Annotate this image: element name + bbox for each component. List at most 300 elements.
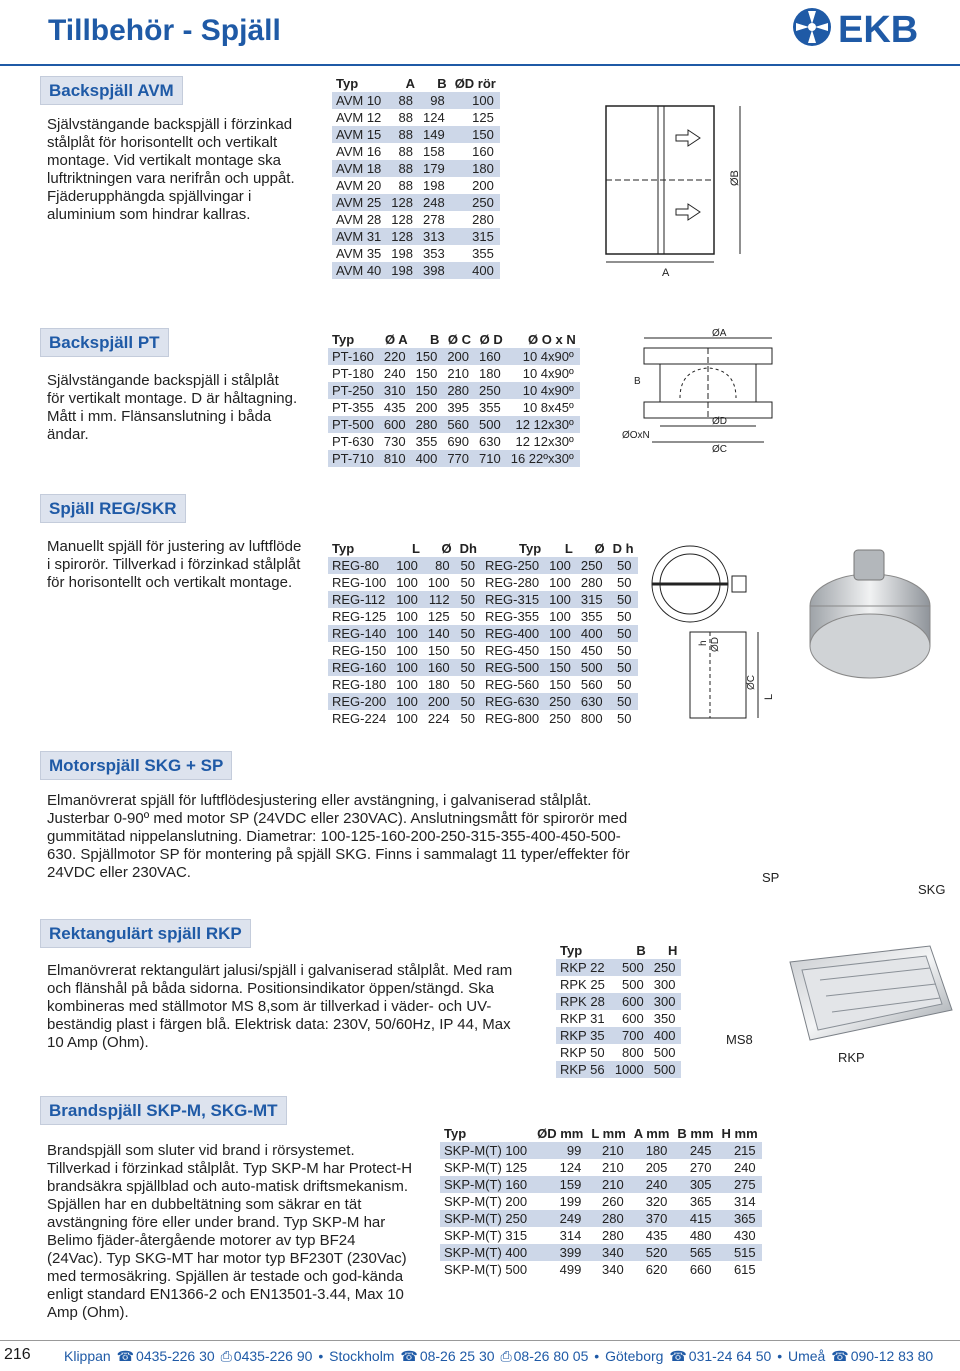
table-cell: 150 [415,366,438,381]
table-cell: 770 [443,450,475,467]
pt-description: Självstängande backspjäll i stålplåt för vertikalt montage. D är håltagning. Mått i mm. Flänsanslutning i båda ändar. [47,372,298,443]
table-cell: 10 4x90º [522,366,574,381]
section-heading-pt: Backspjäll PT [40,328,169,357]
table-cell: 270 [689,1160,712,1175]
table-cell: 210 [447,366,470,381]
table-cell: 100 [549,575,571,590]
table-cell: 100 [396,643,418,658]
table-cell: 50 [460,643,475,658]
table-row [332,211,500,228]
table-row [328,642,638,659]
fax-icon: ⎙ [500,1348,512,1364]
reg-table [328,539,638,727]
table-cell: 499 [559,1262,582,1277]
fax-icon: ⎙ [220,1348,232,1364]
table-cell: 560 [443,416,475,433]
table-cell: 240 [630,1176,674,1193]
table-cell: 365 [718,1210,762,1227]
table-cell: 250 [475,382,507,399]
table-cell: SKP-M(T) 400 [440,1244,533,1261]
table-cell: 160 [424,659,456,676]
table-cell: 300 [653,977,676,992]
table-cell: PT-160 [328,348,380,365]
column-header: ØD rör [454,75,496,91]
ekb-logo [790,4,956,50]
table-cell: AVM 35 [336,246,382,261]
table-cell: 353 [422,246,445,261]
table-row [332,228,500,245]
table-cell: 100 [392,591,424,608]
table-cell: 12 12x30º [507,416,580,433]
table-cell: 100 [451,92,500,109]
table-cell: REG-355 [484,609,540,624]
section-heading-avm: Backspjäll AVM [40,76,183,105]
column-header: Ø [594,540,605,556]
table-cell: 430 [733,1228,756,1243]
table-cell: 150 [412,348,444,365]
table-cell: SKP-M(T) 250 [440,1210,533,1227]
table-cell: 10 4x90º [507,348,580,365]
table-cell: 50 [460,677,475,692]
table-cell: 16 22ºx30º [507,450,580,467]
table-cell: 150 [451,126,500,143]
table-cell: 100 [392,693,424,710]
footer-phone: 0435-226 30 [136,1348,215,1364]
table-cell: 149 [419,126,451,143]
table-row [328,416,580,433]
table-cell: 250 [577,557,609,574]
image-label-ms8: MS8 [726,1032,753,1047]
table-cell: 50 [609,591,638,608]
table-cell: 340 [602,1262,624,1277]
footer-fax: 08-26 80 05 [513,1348,589,1364]
table-cell: 300 [650,993,682,1010]
column-header: L [564,540,573,556]
table-cell: 124 [422,110,445,125]
table-cell: 88 [387,160,419,177]
skg-description: Elmanövrerat spjäll för luftflödesjustering eller avstängning, i galvaniserad stålplåt. Justerbar 0-90º med motor SP (24VDC eller 230VAC). Anslutningsmått för spirorör med gummitätad nippelanslutning. Diametrar: 100-125-160-200-250-315-355-400-450-500-630. Spjällmotor SP för montering på spjäll SKG. Finns i sammalagt 11 typer/effekter för 24VDC eller 230VAC. [47,792,630,881]
table-cell: 100 [427,575,450,590]
table-cell: 199 [559,1194,582,1209]
table-cell: 150 [549,677,571,692]
table-row [328,399,580,416]
table-cell: 125 [472,110,494,125]
table-row [332,194,500,211]
dim-label-c: ØC [712,444,727,455]
table-cell: 435 [383,400,406,415]
table-cell: 355 [415,434,438,449]
table-cell: 280 [587,1210,629,1227]
table-cell: AVM 40 [332,262,387,279]
table-header-row [556,941,681,959]
column-header: Typ [336,75,359,91]
table-cell: 500 [475,416,507,433]
table-cell: 240 [383,366,406,381]
table-cell: REG-140 [328,625,392,642]
section-heading-rkp: Rektangulärt spjäll RKP [40,919,251,948]
table-cell: 450 [580,643,603,658]
table-cell: 180 [427,677,450,692]
table-cell: 98 [419,92,451,109]
table-row [332,177,500,194]
phone-icon: ☎ [831,1348,849,1364]
table-cell: 50 [617,643,632,658]
table-cell: 314 [559,1228,582,1243]
table-row [440,1176,762,1193]
table-cell: 400 [451,262,500,279]
table-cell: 10 4x90º [507,382,580,399]
column-header: H [668,942,678,958]
column-header: B [429,331,440,347]
table-row [440,1193,762,1210]
column-header: Typ [332,540,355,556]
dim-label-l: L [763,693,775,700]
dim-label-d: ØD [712,416,727,427]
table-cell: 560 [580,677,603,692]
phone-icon: ☎ [400,1348,418,1364]
rkp-description: Elmanövrerat rektangulärt jalusi/spjäll i galvaniserad stålplåt. Med ram och flänshål på båda sidorna. Positionsindikator öppen/stängd. Ska kombineras med ställmotor MS 8,som är tillverkad i väder- och UV-beständig plast i färgen blå. Elektrisk data: 230V, 50/60Hz, IP 44, Max 10 Amp (Ohm). [47,962,513,1051]
footer-contacts [64,1348,935,1365]
table-cell: 88 [398,110,413,125]
fan-icon [793,8,831,46]
table-cell: 128 [387,194,419,211]
table-cell: 50 [456,659,481,676]
table-cell: 280 [412,416,444,433]
table-cell: REG-315 [481,591,545,608]
column-header: B mm [677,1125,714,1141]
table-cell: 88 [398,178,413,193]
column-header: Ø O x N [528,331,576,347]
table-cell: 205 [645,1160,668,1175]
table-cell: 215 [718,1142,762,1159]
column-header: L mm [591,1125,626,1141]
table-cell: 280 [472,212,494,227]
table-row [328,659,638,676]
table-cell: 112 [424,591,456,608]
table-row [440,1261,762,1278]
table-cell: 50 [609,659,638,676]
table-cell: 12 12x30º [515,434,574,449]
table-cell: RKP 22 [556,959,611,976]
table-cell: 630 [479,434,501,449]
table-row [440,1159,762,1176]
footer-city: Göteborg [605,1348,664,1364]
table-row [332,262,500,279]
table-row [332,143,500,160]
table-cell: RPK 28 [556,993,611,1010]
table-row [328,382,580,399]
table-cell: 160 [475,348,507,365]
table-cell: AVM 28 [336,212,382,227]
table-cell: 515 [718,1244,762,1261]
table-cell: SKP-M(T) 160 [440,1176,533,1193]
column-header: Ø C [447,331,472,347]
table-cell: 50 [617,711,632,726]
table-cell: 158 [422,144,445,159]
table-cell: 275 [718,1176,762,1193]
table-cell: 600 [622,1011,644,1026]
table-cell: 210 [587,1142,629,1159]
column-header: A [405,75,415,91]
dim-label-a: A [662,267,670,279]
table-cell: 200 [424,693,456,710]
table-cell: 50 [609,693,638,710]
table-cell: 315 [451,228,500,245]
table-cell: REG-800 [484,711,540,726]
table-cell: AVM 18 [332,160,387,177]
table-row [332,92,500,109]
table-cell: 250 [545,693,577,710]
table-cell: 305 [673,1176,717,1193]
section-heading-reg: Spjäll REG/SKR [40,494,186,523]
table-cell: REG-450 [484,643,540,658]
table-cell: 159 [533,1176,587,1193]
table-cell: 50 [456,591,481,608]
table-cell: 399 [533,1244,587,1261]
table-cell: REG-160 [328,659,392,676]
table-cell: REG-112 [328,591,392,608]
reg-drawing [650,536,950,736]
table-cell: 250 [549,711,571,726]
column-header: Typ [519,540,542,556]
table-cell: 10 8x45º [522,400,574,415]
table-row [328,625,638,642]
table-cell: REG-180 [332,677,387,692]
table-row [556,976,681,993]
table-cell: 314 [733,1194,756,1209]
table-cell: REG-224 [332,711,387,726]
skp-description: Brandspjäll som sluter vid brand i rörsystemet. Tillverkad i förzinkad stålplåt. Typ SKP-M har Protect-H brandsäkra spjällblad och auto-matisk driftsmekanism. Spjällen har en dubbeltätning som säkrar en tät avstängning före eller under brand. Typ SKP-M har Belimo fjäder-återgående motorer av typ BF24 (24Vac). Typ SKG-MT har motor typ BF230T (230Vac) med termosäkring. Spjällen är testade och god-kända enligt standard EN1366-2 och EN13501-3.44, Max 10 Amp (Ohm). [47,1142,413,1321]
table-cell: REG-150 [332,643,387,658]
column-header: D h [612,540,634,556]
avm-table [332,74,500,279]
bullet-icon: • [594,1348,600,1364]
bullet-icon: • [777,1348,783,1364]
table-cell: 660 [689,1262,712,1277]
table-cell: 150 [549,643,571,658]
table-cell: 100 [396,711,418,726]
image-label-rkp: RKP [838,1050,865,1065]
pt-table [328,330,580,467]
table-cell: AVM 31 [332,228,387,245]
table-cell: 150 [545,659,577,676]
table-cell: 630 [577,693,609,710]
table-cell: 400 [650,1027,682,1044]
table-cell: 50 [617,677,632,692]
avm-drawing [600,100,750,282]
table-cell: 500 [611,959,650,976]
table-cell: 280 [443,382,475,399]
dim-label-a: ØA [712,328,727,339]
table-cell: SKP-M(T) 100 [440,1142,533,1159]
table-cell: PT-630 [332,434,374,449]
table-cell: 200 [415,400,438,415]
column-header: B [636,942,646,958]
column-header: Typ [560,942,583,958]
table-cell: AVM 20 [336,178,382,193]
table-cell: RKP 50 [560,1045,605,1060]
table-cell: REG-100 [332,575,387,590]
column-header: Dh [459,540,477,556]
table-cell: AVM 10 [332,92,387,109]
table-cell: 100 [396,609,418,624]
table-cell: 210 [602,1160,624,1175]
table-cell: 50 [617,575,632,590]
table-cell: 210 [587,1176,629,1193]
table-cell: 370 [630,1210,674,1227]
table-cell: REG-280 [484,575,540,590]
footer-phone: 090-12 83 80 [850,1348,934,1364]
table-cell: 480 [689,1228,712,1243]
table-row [556,959,681,976]
table-cell: 280 [602,1228,624,1243]
table-cell: 500 [653,1045,676,1060]
table-cell: 355 [472,246,494,261]
bullet-icon: • [318,1348,324,1364]
rkp-photo [780,940,958,1064]
table-cell: 125 [427,609,450,624]
table-cell: PT-500 [328,416,380,433]
footer-city: Stockholm [329,1348,395,1364]
table-cell: RKP 56 [556,1061,611,1078]
table-cell: 100 [549,609,571,624]
table-cell: 565 [673,1244,717,1261]
table-cell: 500 [577,659,609,676]
table-cell: AVM 25 [332,194,387,211]
table-cell: 220 [380,348,412,365]
table-cell: SKP-M(T) 500 [444,1262,528,1277]
dim-label-b: B [634,376,641,387]
table-cell: 160 [472,144,494,159]
table-cell: SKP-M(T) 125 [444,1160,528,1175]
column-header: Ø A [384,331,408,347]
column-header: Ø [441,540,452,556]
table-row [556,1010,681,1027]
table-cell: REG-500 [481,659,545,676]
dim-label-d: ØD [710,637,721,652]
table-cell: 415 [673,1210,717,1227]
table-cell: 150 [427,643,450,658]
table-cell: REG-200 [328,693,392,710]
table-cell: RKP 31 [560,1011,605,1026]
table-row [332,109,500,126]
table-cell: 50 [456,693,481,710]
table-cell: 620 [645,1262,668,1277]
table-cell: 100 [396,677,418,692]
table-cell: 315 [577,591,609,608]
table-cell: 260 [602,1194,624,1209]
logo-text: EKB [838,9,919,50]
table-cell: 435 [645,1228,668,1243]
table-cell: 250 [650,959,682,976]
table-cell: 128 [387,228,419,245]
table-cell: 249 [533,1210,587,1227]
footer-city: Umeå [788,1348,826,1364]
table-cell: 355 [580,609,603,624]
table-row [440,1227,762,1244]
table-row [440,1210,762,1227]
image-label-sp: SP [762,870,780,885]
table-cell: 50 [460,575,475,590]
phone-icon: ☎ [669,1348,687,1364]
table-cell: 240 [733,1160,756,1175]
column-header: Typ [332,331,355,347]
table-cell: 198 [422,178,445,193]
table-cell: 198 [391,246,413,261]
table-cell: 700 [611,1027,650,1044]
table-cell: 800 [622,1045,644,1060]
table-cell: AVM 15 [332,126,387,143]
table-cell: 615 [733,1262,756,1277]
table-cell: 340 [587,1244,629,1261]
table-cell: 100 [392,557,424,574]
phone-icon: ☎ [116,1348,135,1364]
table-cell: PT-250 [328,382,380,399]
table-row [328,693,638,710]
table-header-row [328,330,580,348]
table-cell: 355 [479,400,501,415]
column-header: ØD mm [537,1125,584,1141]
table-row [328,574,638,591]
table-cell: 690 [447,434,470,449]
table-cell: 50 [460,711,475,726]
dim-label-h: h [698,640,709,646]
table-cell: 180 [451,160,500,177]
table-cell: 1000 [611,1061,650,1078]
table-cell: 400 [577,625,609,642]
table-cell: 88 [387,92,419,109]
column-header: A mm [633,1125,670,1141]
table-cell: 150 [412,382,444,399]
footer-fax: 0435-226 90 [233,1348,313,1364]
table-cell: PT-710 [328,450,380,467]
table-cell: 50 [609,625,638,642]
table-cell: REG-630 [481,693,545,710]
table-cell: 140 [424,625,456,642]
page-number: 216 [4,1346,31,1363]
table-cell: 99 [533,1142,587,1159]
table-cell: AVM 12 [336,110,382,125]
table-cell: 365 [689,1194,712,1209]
table-cell: 124 [559,1160,582,1175]
column-header: B [437,75,447,91]
table-cell: 730 [383,434,406,449]
dim-label-c: ØC [746,675,757,690]
table-row [440,1142,762,1159]
table-cell: 350 [653,1011,676,1026]
table-cell: 520 [630,1244,674,1261]
table-cell: 198 [387,262,419,279]
table-cell: SKP-M(T) 200 [444,1194,528,1209]
table-cell: 245 [673,1142,717,1159]
table-row [328,450,580,467]
table-cell: 278 [422,212,445,227]
table-cell: REG-80 [328,557,392,574]
table-header-row [328,539,638,557]
table-cell: 179 [419,160,451,177]
column-header: H mm [721,1125,758,1141]
table-cell: 250 [451,194,500,211]
column-header: Typ [444,1125,467,1141]
table-cell: SKP-M(T) 315 [444,1228,528,1243]
table-row [328,557,638,574]
table-header-row [440,1124,762,1142]
table-cell: 280 [580,575,603,590]
table-row [328,348,580,365]
table-row [328,365,580,382]
section-heading-skg: Motorspjäll SKG + SP [40,751,232,780]
table-row [556,993,681,1010]
